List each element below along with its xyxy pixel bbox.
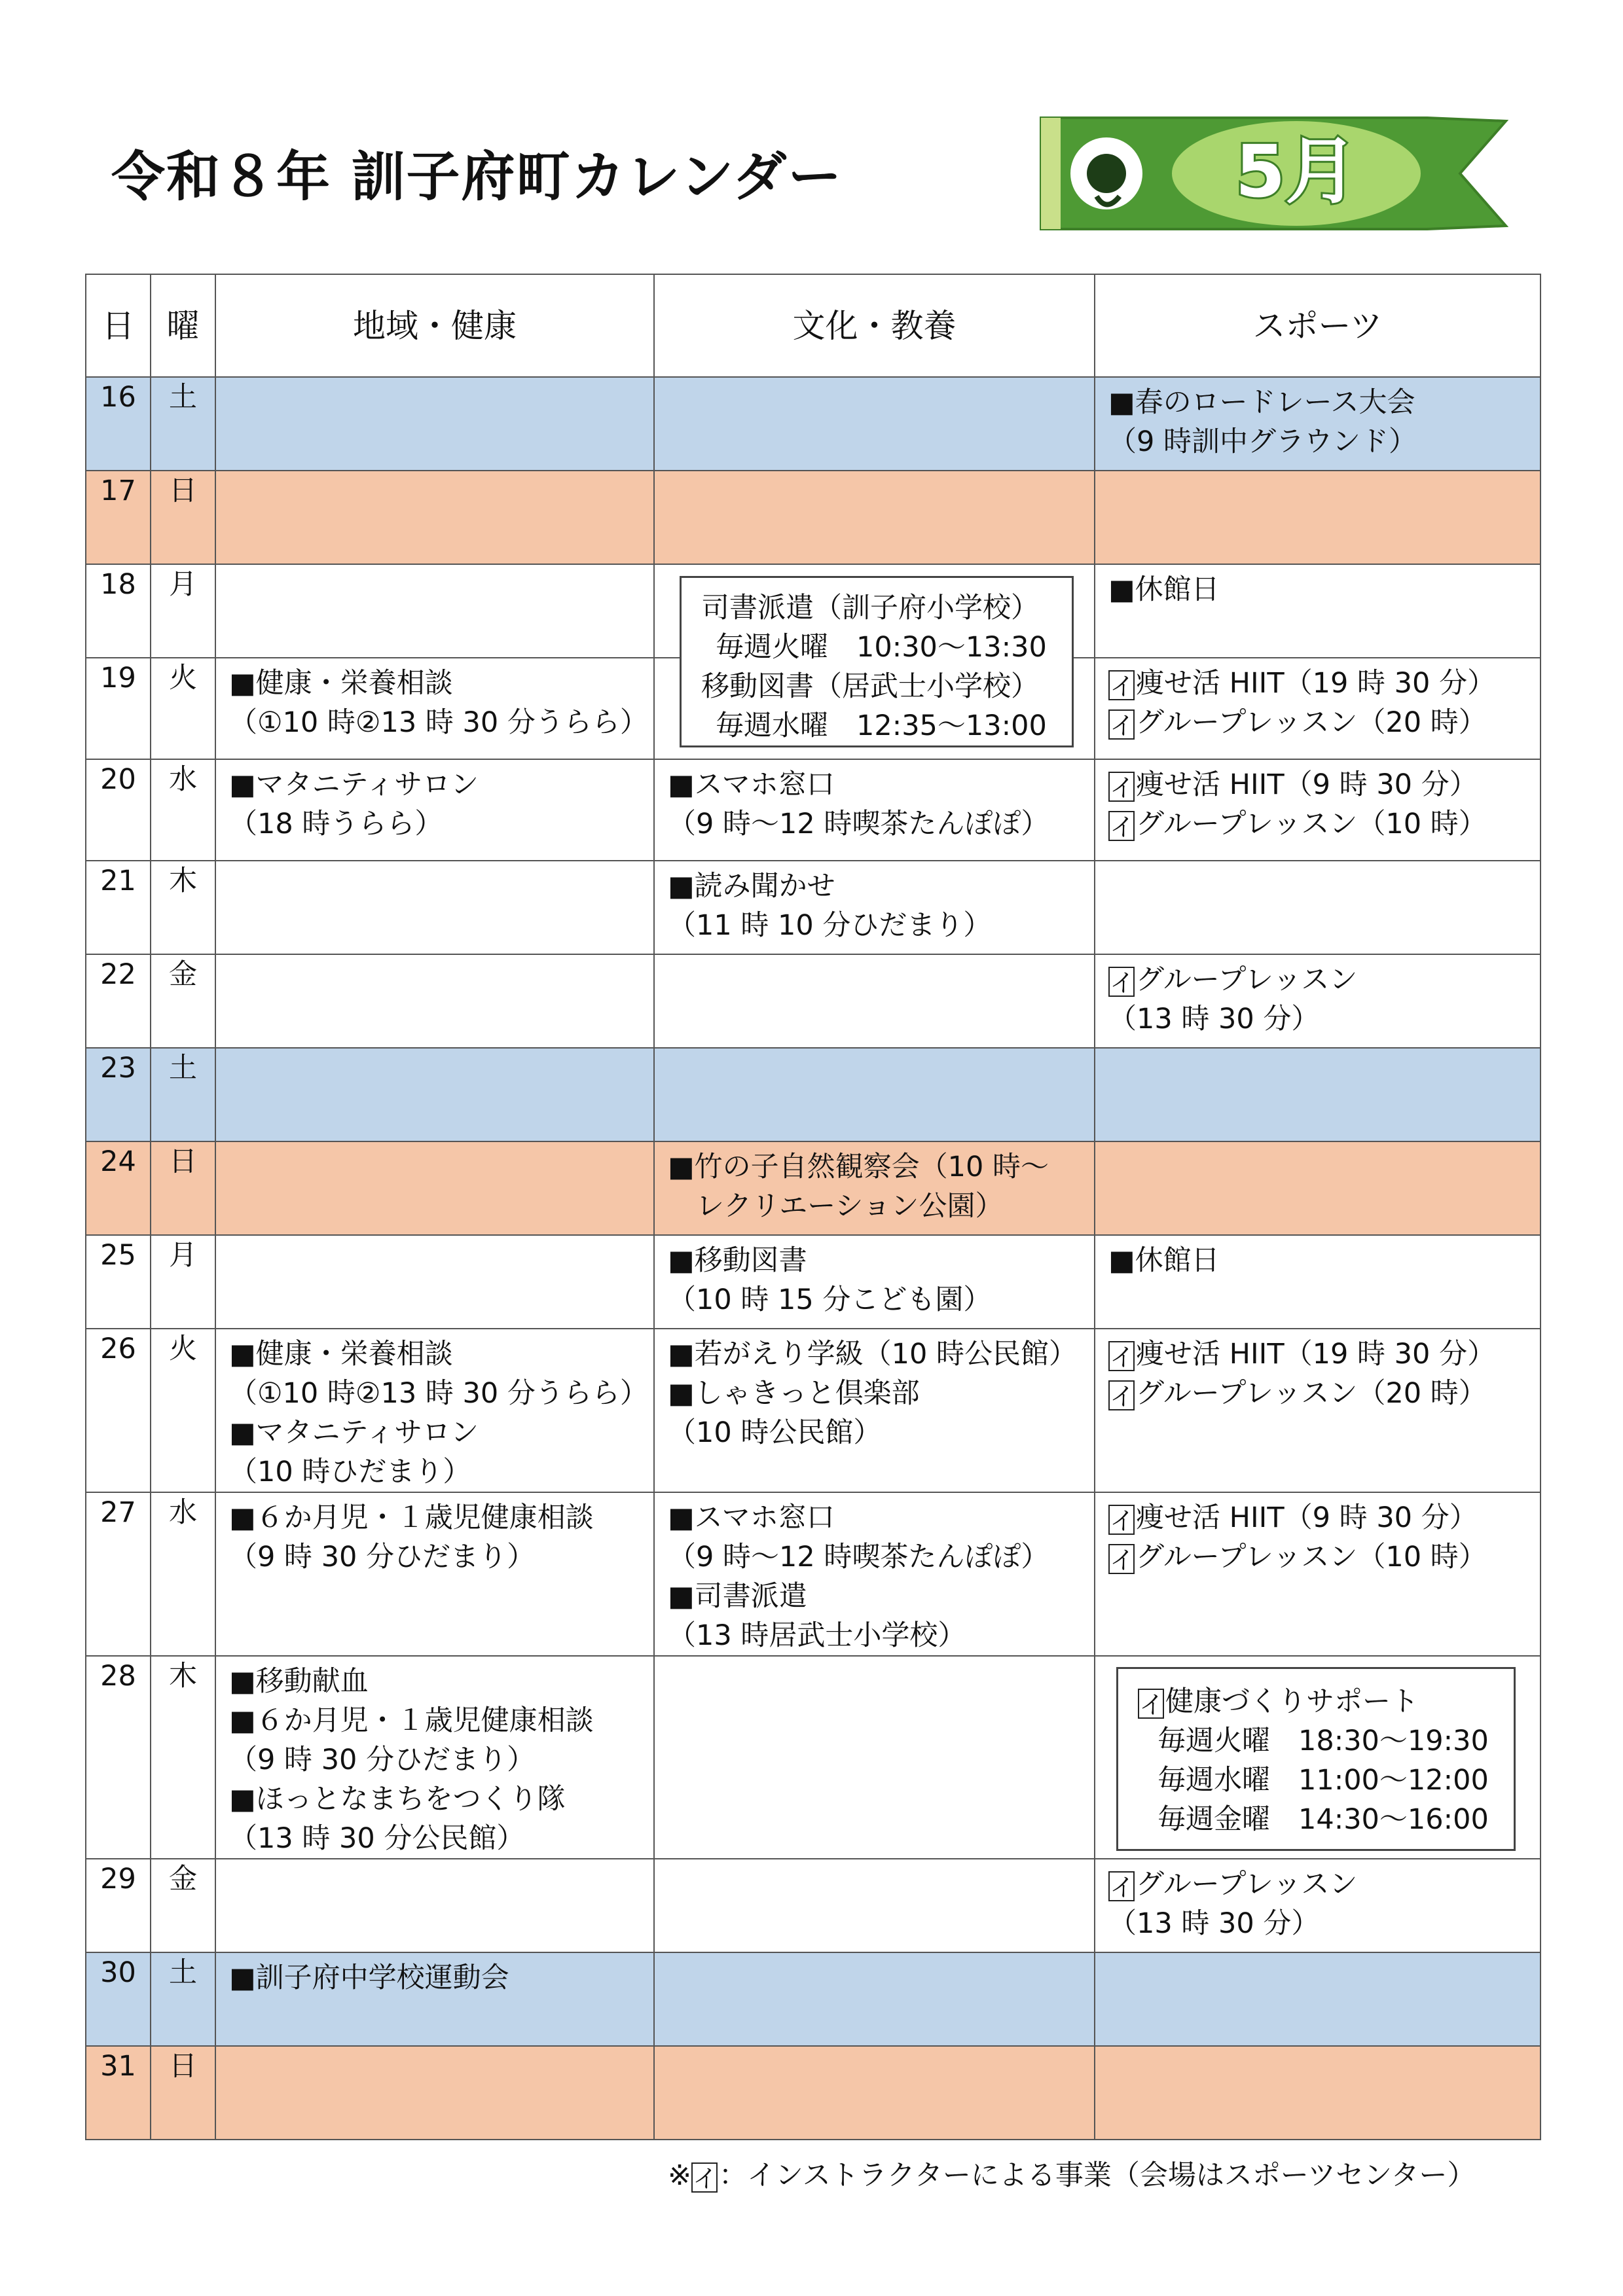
header-day: 日: [86, 274, 151, 377]
event-line: ■休館日: [1108, 1244, 1220, 1277]
event-line: ■休館日: [1108, 573, 1220, 606]
event-line: （①10 時②13 時 30 分うらら）: [229, 706, 648, 739]
sports-cell: [1095, 471, 1541, 564]
event-line: [1108, 1374, 1540, 1413]
event-line: ■スマホ窓口: [668, 1501, 835, 1534]
day-of-week: 日: [151, 471, 215, 564]
day-number: 17: [86, 471, 151, 564]
day-of-week: 日: [151, 2046, 215, 2140]
culture-cell: [654, 861, 1095, 954]
health-title-line: [1138, 1682, 1514, 1721]
event-line: ■竹の子自然観察会（10 時～: [668, 1151, 1049, 1183]
culture-cell: [654, 1952, 1095, 2046]
culture-cell: [654, 2046, 1095, 2140]
instructor-mark-icon: イ: [1108, 709, 1135, 740]
event-line: ■マタニティサロン: [229, 1416, 479, 1449]
event-text: グループレッスン（20 時）: [1136, 706, 1487, 739]
day-number: 29: [86, 1859, 151, 1952]
event-text: 痩せ活 HIIT（9 時 30 分）: [1136, 768, 1478, 801]
calendar-row: [86, 1952, 1541, 2046]
header-sports: スポーツ: [1095, 274, 1541, 377]
day-of-week: 金: [151, 954, 215, 1048]
header-dow: 曜: [151, 274, 215, 377]
event-line: （13 時 30 分）: [1108, 1907, 1320, 1940]
event-line: [1108, 960, 1540, 999]
event-text: 痩せ活 HIIT（19 時 30 分）: [1136, 1338, 1496, 1371]
instructor-mark-icon: イ: [1108, 967, 1135, 997]
instructor-mark-icon: イ: [691, 2162, 718, 2193]
event-line: [1108, 1537, 1540, 1577]
koinobori-icon: [1034, 105, 1512, 242]
event-line: ■若がえり学級（10 時公民館）: [668, 1338, 1078, 1371]
sports-cell: [1095, 1141, 1541, 1235]
event-line: （18 時うらら）: [229, 808, 443, 840]
event-line: ■スマホ窓口: [668, 768, 835, 801]
header-community-health: 地域・健康: [215, 274, 654, 377]
day-of-week: 木: [151, 1656, 215, 1859]
event-line: ■健康・栄養相談: [229, 1338, 453, 1371]
event-line: ■６か月児・１歳児健康相談: [229, 1704, 594, 1737]
day-of-week: 水: [151, 1492, 215, 1656]
event-line: [1108, 1335, 1540, 1374]
day-number: 16: [86, 377, 151, 471]
culture-cell: [654, 1329, 1095, 1492]
day-of-week: 金: [151, 1859, 215, 1952]
event-text: 痩せ活 HIIT（19 時 30 分）: [1136, 667, 1496, 700]
community-health-cell: [215, 954, 654, 1048]
day-of-week: 月: [151, 1235, 215, 1329]
sports-cell: [1095, 1492, 1541, 1656]
event-line: [1108, 664, 1540, 703]
calendar-row: [86, 471, 1541, 564]
sports-cell: [1095, 1952, 1541, 2046]
day-of-week: 水: [151, 759, 215, 861]
calendar-row: [86, 861, 1541, 954]
event-text: 痩せ活 HIIT（9 時 30 分）: [1136, 1501, 1478, 1534]
community-health-cell: [215, 1235, 654, 1329]
library-schedule-box: [680, 576, 1074, 747]
event-line: （9 時～12 時喫茶たんぽぽ）: [668, 808, 1049, 840]
day-number: 27: [86, 1492, 151, 1656]
instructor-mark-icon: イ: [1108, 772, 1135, 802]
community-health-cell: [215, 1656, 654, 1859]
instructor-mark-icon: イ: [1108, 1341, 1135, 1371]
health-line: 毎週火曜 18:30～19:30: [1158, 1725, 1489, 1757]
event-line: ■健康・栄養相談: [229, 667, 453, 700]
instructor-mark-icon: イ: [1108, 670, 1135, 700]
instructor-mark-icon: イ: [1108, 1544, 1135, 1574]
community-health-cell: [215, 1952, 654, 2046]
health-support-box: [1116, 1667, 1516, 1851]
community-health-cell: [215, 1329, 654, 1492]
event-line: ■読み聞かせ: [668, 870, 835, 903]
day-number: 31: [86, 2046, 151, 2140]
instructor-mark-icon: イ: [1138, 1689, 1164, 1719]
culture-cell: [654, 377, 1095, 471]
event-line: [1108, 765, 1540, 804]
day-of-week: 火: [151, 658, 215, 759]
culture-cell: [654, 471, 1095, 564]
event-line: レクリエーション公園）: [668, 1190, 1004, 1223]
day-number: 18: [86, 564, 151, 658]
sports-cell: [1095, 658, 1541, 759]
event-line: （10 時公民館）: [668, 1416, 882, 1449]
library-line: 毎週水曜 12:35～13:00: [716, 709, 1047, 742]
event-line: ■ほっとなまちをつくり隊: [229, 1783, 566, 1816]
event-line: ■６か月児・１歳児健康相談: [229, 1501, 594, 1534]
event-text: グループレッスン（20 時）: [1136, 1377, 1487, 1410]
event-line: ■春のロードレース大会: [1108, 386, 1415, 419]
sports-cell: [1095, 954, 1541, 1048]
health-line: 毎週水曜 11:00～12:00: [1158, 1764, 1489, 1797]
day-number: 19: [86, 658, 151, 759]
day-of-week: 月: [151, 564, 215, 658]
header-culture: 文化・教養: [654, 274, 1095, 377]
event-text: グループレッスン（10 時）: [1136, 808, 1487, 840]
calendar-row: [86, 377, 1541, 471]
event-line: （13 時居武士小学校）: [668, 1619, 966, 1652]
sports-cell: [1095, 861, 1541, 954]
library-line: 毎週火曜 10:30～13:30: [716, 631, 1047, 664]
sports-cell: [1095, 1859, 1541, 1952]
day-number: 26: [86, 1329, 151, 1492]
sports-cell: [1095, 2046, 1541, 2140]
library-line: 移動図書（居武士小学校）: [701, 670, 1039, 703]
day-of-week: 木: [151, 861, 215, 954]
header-row: [86, 274, 1541, 377]
community-health-cell: [215, 1048, 654, 1141]
health-line: 毎週金曜 14:30～16:00: [1158, 1803, 1489, 1836]
event-text: グループレッスン: [1136, 963, 1358, 996]
calendar-row: [86, 1492, 1541, 1656]
community-health-cell: [215, 377, 654, 471]
community-health-cell: [215, 1859, 654, 1952]
day-number: 23: [86, 1048, 151, 1141]
day-of-week: 土: [151, 1952, 215, 2046]
instructor-mark-icon: イ: [1108, 1505, 1135, 1535]
instructor-mark-icon: イ: [1108, 811, 1135, 841]
page-title: 令和８年 訓子府町カレンダー: [111, 146, 843, 208]
culture-cell: [654, 954, 1095, 1048]
community-health-cell: [215, 861, 654, 954]
event-line: （13 時 30 分公民館）: [229, 1822, 525, 1855]
culture-cell: [654, 1859, 1095, 1952]
event-line: [1108, 804, 1540, 844]
event-text: グループレッスン（10 時）: [1136, 1541, 1487, 1573]
community-health-cell: [215, 564, 654, 658]
library-line: 司書派遣（訓子府小学校）: [701, 592, 1039, 624]
footnote: [668, 2153, 1475, 2193]
day-number: 22: [86, 954, 151, 1048]
event-line: （10 時 15 分こども園）: [668, 1283, 992, 1316]
sports-cell: [1095, 377, 1541, 471]
culture-cell: [654, 1235, 1095, 1329]
day-number: 21: [86, 861, 151, 954]
event-line: ■移動図書: [668, 1244, 807, 1277]
calendar-row: [86, 1329, 1541, 1492]
community-health-cell: [215, 2046, 654, 2140]
sports-cell: [1095, 759, 1541, 861]
event-line: ■マタニティサロン: [229, 768, 479, 801]
day-number: 24: [86, 1141, 151, 1235]
month-badge: 5月: [1235, 130, 1358, 213]
event-line: ■移動献血: [229, 1665, 369, 1698]
event-line: [1108, 703, 1540, 742]
event-line: （①10 時②13 時 30 分うらら）: [229, 1377, 648, 1410]
calendar-row: [86, 1859, 1541, 1952]
culture-cell: [654, 1048, 1095, 1141]
event-line: （13 時 30 分）: [1108, 1003, 1320, 1035]
sports-cell: [1095, 1048, 1541, 1141]
event-line: （9 時 30 分ひだまり）: [229, 1744, 536, 1776]
calendar-row: [86, 1141, 1541, 1235]
event-line: ■しゃきっと倶楽部: [668, 1377, 920, 1410]
community-health-cell: [215, 759, 654, 861]
calendar-row: [86, 759, 1541, 861]
calendar-row: [86, 1048, 1541, 1141]
day-of-week: 土: [151, 1048, 215, 1141]
calendar-table: [85, 274, 1541, 2140]
day-number: 25: [86, 1235, 151, 1329]
culture-cell: [654, 1656, 1095, 1859]
culture-cell: [654, 1492, 1095, 1656]
footnote-text: ：インストラクターによる事業（会場はスポーツセンター）: [719, 2159, 1476, 2192]
sports-cell: [1095, 564, 1541, 658]
sports-cell: [1095, 1329, 1541, 1492]
day-of-week: 火: [151, 1329, 215, 1492]
sports-cell: [1095, 1235, 1541, 1329]
day-number: 28: [86, 1656, 151, 1859]
event-line: [1108, 1498, 1540, 1537]
event-text: グループレッスン: [1136, 1868, 1358, 1901]
community-health-cell: [215, 471, 654, 564]
event-line: ■訓子府中学校運動会: [229, 1962, 509, 1994]
event-line: （9 時訓中グラウンド）: [1108, 425, 1417, 458]
instructor-mark-icon: イ: [1108, 1871, 1135, 1901]
event-line: （9 時～12 時喫茶たんぽぽ）: [668, 1541, 1049, 1573]
event-line: （11 時 10 分ひだまり）: [668, 909, 992, 942]
footnote-prefix: ※: [668, 2159, 692, 2192]
community-health-cell: [215, 1141, 654, 1235]
day-number: 20: [86, 759, 151, 861]
event-line: ■司書派遣: [668, 1580, 807, 1613]
culture-cell: [654, 759, 1095, 861]
event-line: （9 時 30 分ひだまり）: [229, 1541, 536, 1573]
culture-cell: [654, 1141, 1095, 1235]
event-line: [1108, 1865, 1540, 1904]
community-health-cell: [215, 658, 654, 759]
calendar-row: [86, 2046, 1541, 2140]
calendar-row: [86, 1235, 1541, 1329]
event-line: （10 時ひだまり）: [229, 1456, 471, 1488]
day-of-week: 土: [151, 377, 215, 471]
day-of-week: 日: [151, 1141, 215, 1235]
community-health-cell: [215, 1492, 654, 1656]
instructor-mark-icon: イ: [1108, 1380, 1135, 1410]
day-number: 30: [86, 1952, 151, 2046]
calendar-row: [86, 954, 1541, 1048]
health-title: 健康づくりサポート: [1165, 1685, 1419, 1718]
